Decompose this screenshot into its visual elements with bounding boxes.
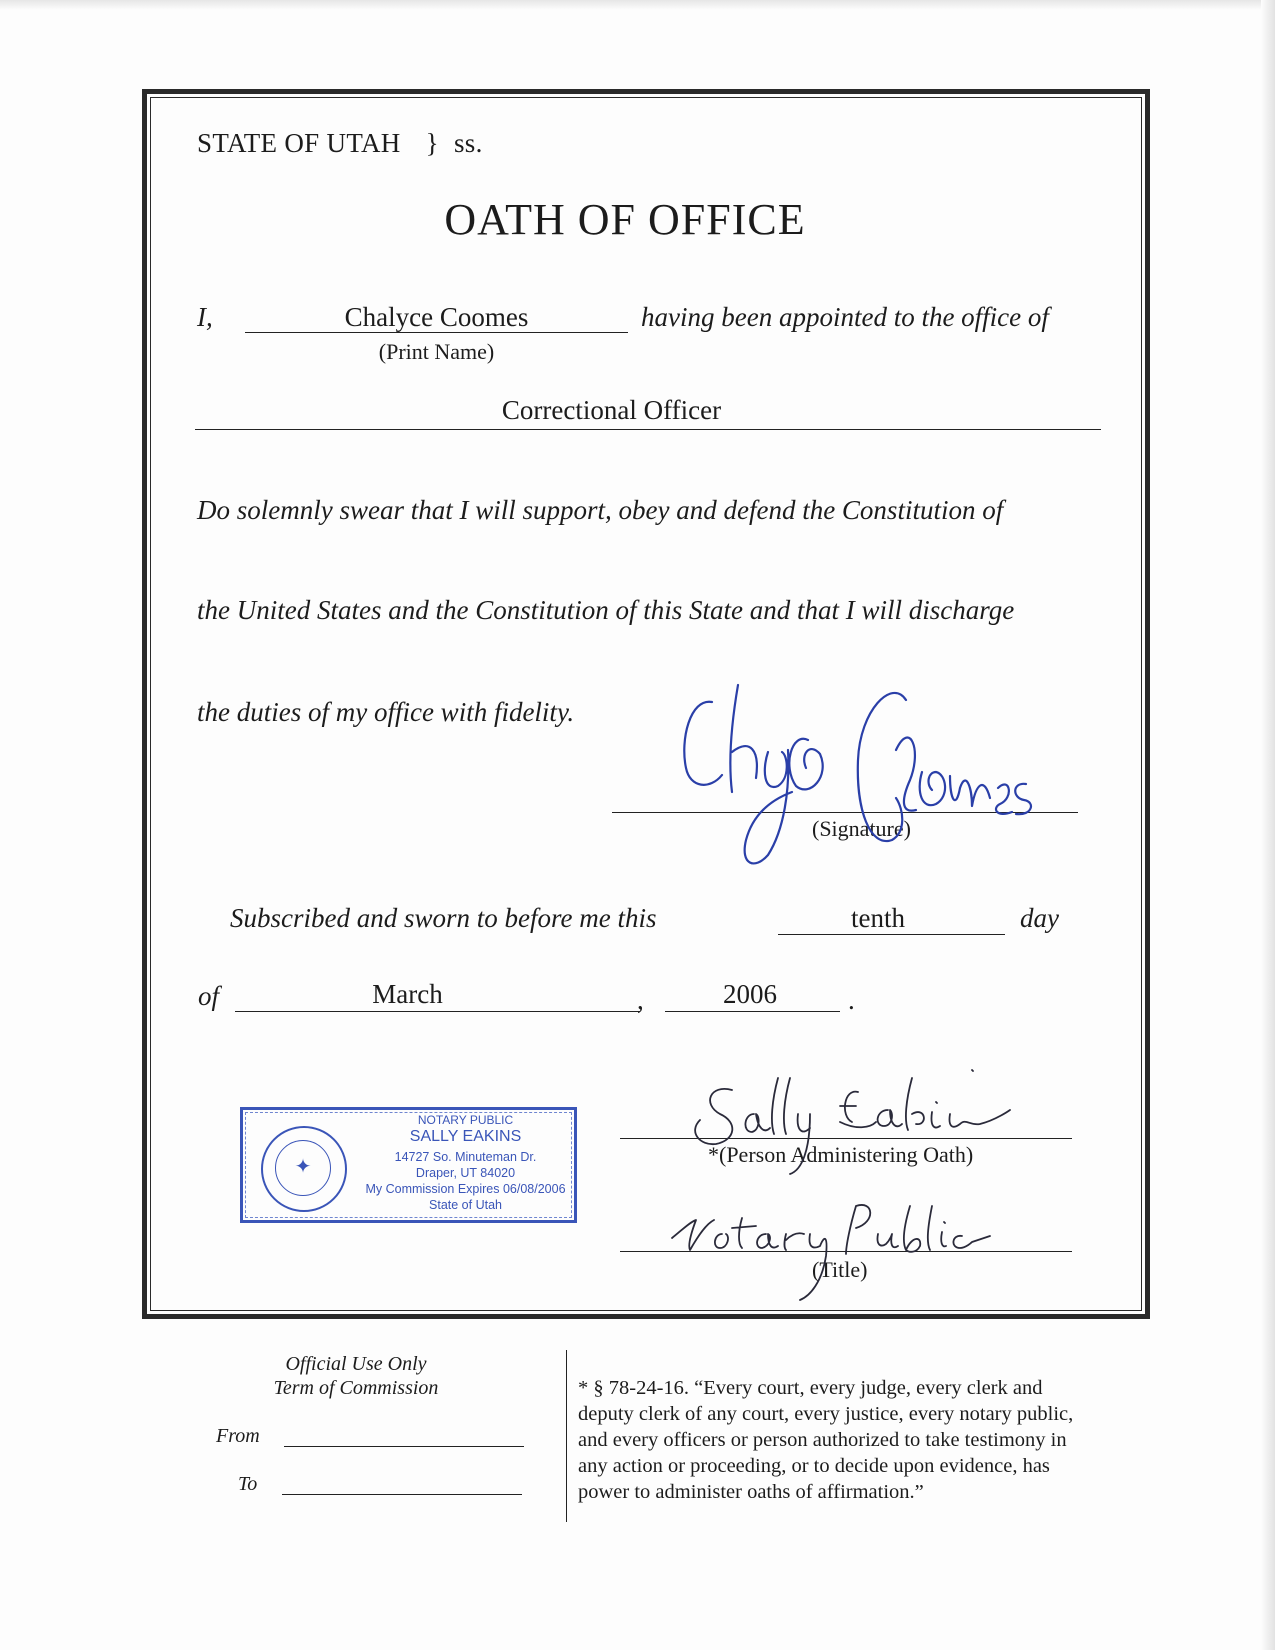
stamp-line-notary: NOTARY PUBLIC bbox=[417, 1113, 514, 1127]
administrator-signature bbox=[680, 1070, 1060, 1180]
applicant-signature bbox=[660, 680, 1060, 890]
to-label: To bbox=[238, 1473, 258, 1495]
administrator-caption: *(Person Administering Oath) bbox=[708, 1142, 974, 1167]
term-heading: Term of Commission bbox=[273, 1377, 439, 1399]
statute-line-2: deputy clerk of any court, every justice, every notary public, bbox=[578, 1403, 1074, 1425]
title-caption: (Title) bbox=[812, 1257, 868, 1282]
office-value: Correctional Officer bbox=[501, 395, 722, 425]
official-use-heading: Official Use Only bbox=[285, 1353, 427, 1375]
from-label: From bbox=[216, 1425, 260, 1447]
statute-line-4: any action or proceeding, or to decide upon evidence, has bbox=[578, 1455, 1050, 1477]
statute-line-3: and every officers or person authorized to take testimony in bbox=[578, 1429, 1067, 1451]
day-word: day bbox=[1020, 903, 1059, 933]
venue-brace: } bbox=[425, 128, 439, 158]
appointed-phrase: having been appointed to the office of bbox=[641, 302, 1049, 332]
from-line[interactable] bbox=[284, 1420, 524, 1447]
oath-line-3: the duties of my office with fidelity. bbox=[197, 697, 575, 727]
stamp-line-expires: My Commission Expires 06/08/2006 bbox=[365, 1182, 566, 1196]
to-line[interactable] bbox=[282, 1468, 522, 1495]
sworn-phrase: Subscribed and sworn to before me this bbox=[230, 903, 657, 933]
notary-stamp bbox=[240, 1107, 577, 1223]
day-value: tenth bbox=[851, 903, 905, 933]
signature-caption: (Signature) bbox=[812, 816, 911, 841]
oath-line-1: Do solemnly swear that I will support, obey and defend the Constitution of bbox=[197, 495, 1004, 525]
month-comma: , bbox=[637, 985, 644, 1015]
footer-divider bbox=[566, 1350, 567, 1522]
statute-line-1: * § 78-24-16. “Every court, every judge, every clerk and bbox=[578, 1377, 1043, 1399]
venue-line bbox=[197, 128, 483, 159]
oath-line-2: the United States and the Constitution of this State and that I will discharge bbox=[197, 595, 1015, 625]
print-name-caption: (Print Name) bbox=[378, 339, 495, 364]
statute-note bbox=[578, 1375, 1073, 1505]
scan-edge-top bbox=[0, 0, 1275, 10]
pronoun-i: I, bbox=[197, 302, 213, 332]
seal-emblem-icon: ✦ bbox=[294, 1156, 312, 1178]
print-name-value: Chalyce Coomes bbox=[344, 302, 529, 332]
year-value: 2006 bbox=[723, 979, 777, 1009]
year-period: . bbox=[848, 985, 855, 1015]
title-signature bbox=[660, 1196, 1020, 1306]
of-word: of bbox=[198, 981, 220, 1011]
stamp-line-city: Draper, UT 84020 bbox=[415, 1166, 516, 1180]
statute-line-5: power to administer oaths of affirmation.” bbox=[578, 1481, 924, 1503]
scan-edge-right bbox=[1261, 0, 1275, 1650]
state-name: STATE OF UTAH bbox=[197, 128, 401, 158]
venue-ss: ss. bbox=[453, 128, 483, 158]
document-title: OATH OF OFFICE bbox=[444, 195, 806, 244]
stamp-line-state: State of Utah bbox=[429, 1198, 502, 1212]
month-value: March bbox=[372, 979, 443, 1009]
stamp-line-address: 14727 So. Minuteman Dr. bbox=[394, 1150, 537, 1164]
stamp-line-name: SALLY EAKINS bbox=[409, 1128, 522, 1145]
